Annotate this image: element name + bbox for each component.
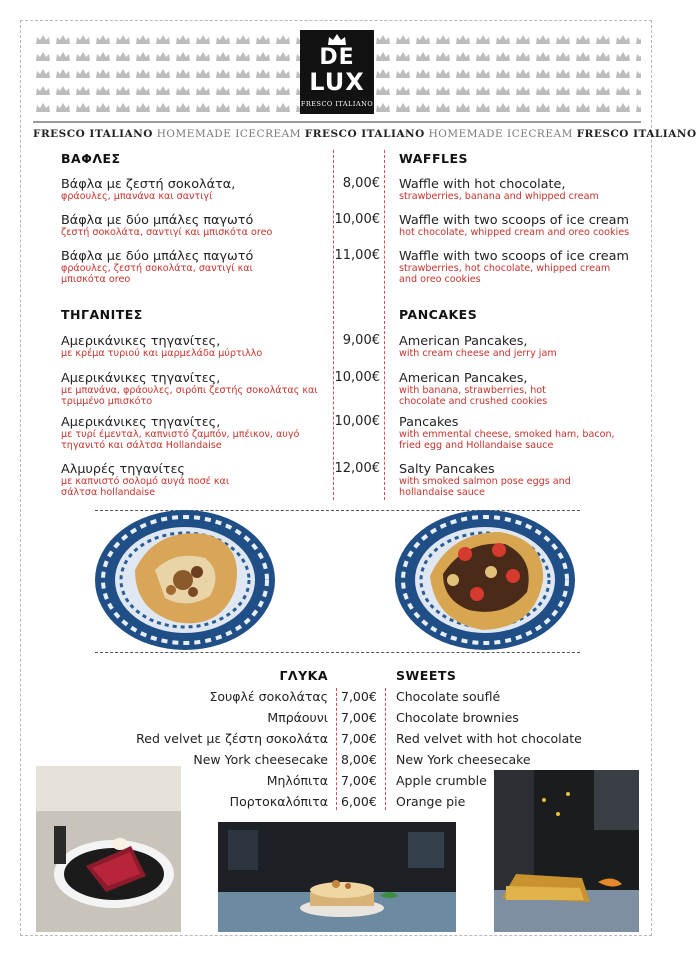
item-description: hot chocolate, whipped cream and oreo cookies (399, 227, 630, 238)
item-description: με μπανάνα, φράουλες, σιρόπι ζεστής σοκολάτας και τριμμένο μπισκότο (61, 385, 318, 407)
sweet-name-gr-3: Red velvet με ζέστη σοκολάτα (136, 731, 328, 746)
sweet-name-gr-6: Πορτοκαλόπιτα (229, 794, 328, 809)
logo-line1: DE (319, 45, 355, 70)
pancake-item-4-en (399, 462, 599, 498)
sweets-divider-right (385, 688, 386, 810)
sweet-name-en-5: Apple crumble (396, 773, 487, 788)
sweet-name-en-2: Chocolate brownies (396, 710, 519, 725)
banner-text-3: FRESCO ITALIANO (304, 128, 425, 140)
pancake-item-2-gr (61, 371, 326, 407)
top-divider (33, 121, 641, 123)
sweet-name-en-6: Orange pie (396, 794, 466, 809)
item-description: με καπνιστό σολομό αυγά ποσέ και σάλτσα hollandaise (61, 476, 230, 498)
sweet-price-3: 7,00€ (341, 731, 377, 746)
waffle-price-2: 10,00€ (334, 212, 380, 227)
sweet-price-4: 8,00€ (341, 752, 377, 767)
sweet-name-en-1: Chocolate souflé (396, 689, 501, 704)
orange-pie-photo (494, 770, 639, 932)
price-divider-right (384, 150, 385, 500)
waffle-item-3-gr (61, 249, 281, 285)
sweets-heading-gr: ΓΛΥΚΑ (279, 668, 328, 683)
item-name: Αμερικάνικες τηγανίτες, (61, 415, 221, 430)
pancake-item-1-gr (61, 334, 333, 360)
item-description: φράουλες, ζεστή σοκολάτα, σαντιγί και μπισκότα oreo (61, 263, 253, 285)
cheesecake-photo (218, 822, 456, 932)
sweets-divider-left (336, 688, 337, 810)
pancake-item-3-en (399, 415, 631, 451)
pancake-price-2: 10,00€ (334, 370, 380, 385)
sweet-price-2: 7,00€ (341, 710, 377, 725)
price-divider-left (333, 150, 334, 500)
item-description: strawberries, banana and whipped cream (399, 191, 599, 202)
waffle-item-2-gr (61, 213, 333, 239)
pancakes-heading-gr: ΤΗΓΑΝΙΤΕΣ (61, 307, 143, 322)
item-name: Αλμυρές τηγανίτες (61, 462, 185, 477)
pancake-price-1: 9,00€ (342, 333, 380, 348)
waffles-heading-gr: ΒΑΦΛΕΣ (61, 151, 121, 166)
pancake-price-4: 12,00€ (334, 461, 380, 476)
logo-line2: LUX (309, 68, 365, 96)
item-description: strawberries, hot chocolate, whipped cream and oreo cookies (399, 263, 611, 285)
banner-text-5: FRESCO ITALIANO (576, 128, 697, 140)
sweet-name-gr-4: New York cheesecake (193, 752, 328, 767)
banner-strip (33, 125, 697, 143)
item-description: ζεστή σοκολάτα, σαντιγί και μπισκότα oreo (61, 227, 273, 238)
waffle-item-1-en (399, 177, 631, 203)
sweets-heading-en: SWEETS (396, 668, 457, 683)
waffle-item-1-gr (61, 177, 333, 203)
waffle-price-3: 11,00€ (334, 248, 380, 263)
waffles-heading-en: WAFFLES (399, 151, 468, 166)
item-description: with emmental cheese, smoked ham, bacon, fried egg and Hollandaise sauce (399, 429, 615, 451)
waffle-item-3-en (399, 249, 631, 285)
sweet-price-5: 7,00€ (341, 773, 377, 788)
section-dashed-divider-bottom (95, 652, 580, 653)
pancake-item-2-en (399, 371, 589, 407)
item-description: with smoked salmon pose eggs and hollandaise sauce (399, 476, 571, 498)
item-name: Βάφλα με δύο μπάλες παγωτό (61, 249, 254, 264)
logo-subtitle: FRESCO ITALIANO (300, 100, 374, 108)
banner-text-1: FRESCO ITALIANO (33, 128, 153, 140)
pancake-price-3: 10,00€ (334, 414, 380, 429)
sweet-price-6: 6,00€ (341, 794, 377, 809)
waffle-plate-photo (95, 510, 275, 650)
item-name: Salty Pancakes (399, 462, 495, 477)
waffle-item-2-en (399, 213, 631, 239)
pancake-item-3-gr (61, 415, 321, 451)
item-description: με κρέμα τυριού και μαρμελάδα μύρτιλλο (61, 348, 263, 359)
item-description: φράουλες, μπανάνα και σαντιγί (61, 191, 213, 202)
item-name: American Pancakes, (399, 334, 528, 349)
item-name: Waffle with two scoops of ice cream (399, 249, 629, 264)
waffle-price-1: 8,00€ (342, 176, 380, 191)
sweet-name-gr-1: Σουφλέ σοκολάτας (209, 689, 328, 704)
pancake-item-1-en (399, 334, 631, 360)
item-description: with banana, strawberries, hot chocolate and crushed cookies (399, 385, 548, 407)
pancakes-heading-en: PANCAKES (399, 307, 478, 322)
item-name: Pancakes (399, 415, 459, 430)
delux-logo (300, 30, 374, 114)
sweet-price-1: 7,00€ (341, 689, 377, 704)
item-name: Αμερικάνικες τηγανίτες, (61, 371, 221, 386)
item-description: with cream cheese and jerry jam (399, 348, 557, 359)
item-name: Βάφλα με ζεστή σοκολάτα, (61, 177, 236, 192)
pancake-item-4-gr (61, 462, 261, 498)
banner-text-4: HOMEMADE ICECREAM (428, 128, 573, 140)
sweet-name-en-3: Red velvet with hot chocolate (396, 731, 582, 746)
item-name: Βάφλα με δύο μπάλες παγωτό (61, 213, 254, 228)
item-name: Waffle with hot chocolate, (399, 177, 566, 192)
sweet-name-gr-5: Μηλόπιτα (266, 773, 328, 788)
sweet-name-en-4: New York cheesecake (396, 752, 531, 767)
pancake-plate-photo (395, 510, 575, 650)
banner-text-2: HOMEMADE ICECREAM (156, 128, 301, 140)
item-description: με τυρί έμενταλ, καπνιστό ζαμπόν, μπέικον, αυγό τηγανιτό και σάλτσα Hollandaise (61, 429, 300, 451)
sweet-name-gr-2: Μπράουνι (267, 710, 328, 725)
item-name: Αμερικάνικες τηγανίτες, (61, 334, 221, 349)
red-velvet-photo (36, 766, 181, 932)
item-name: American Pancakes, (399, 371, 528, 386)
item-name: Waffle with two scoops of ice cream (399, 213, 629, 228)
